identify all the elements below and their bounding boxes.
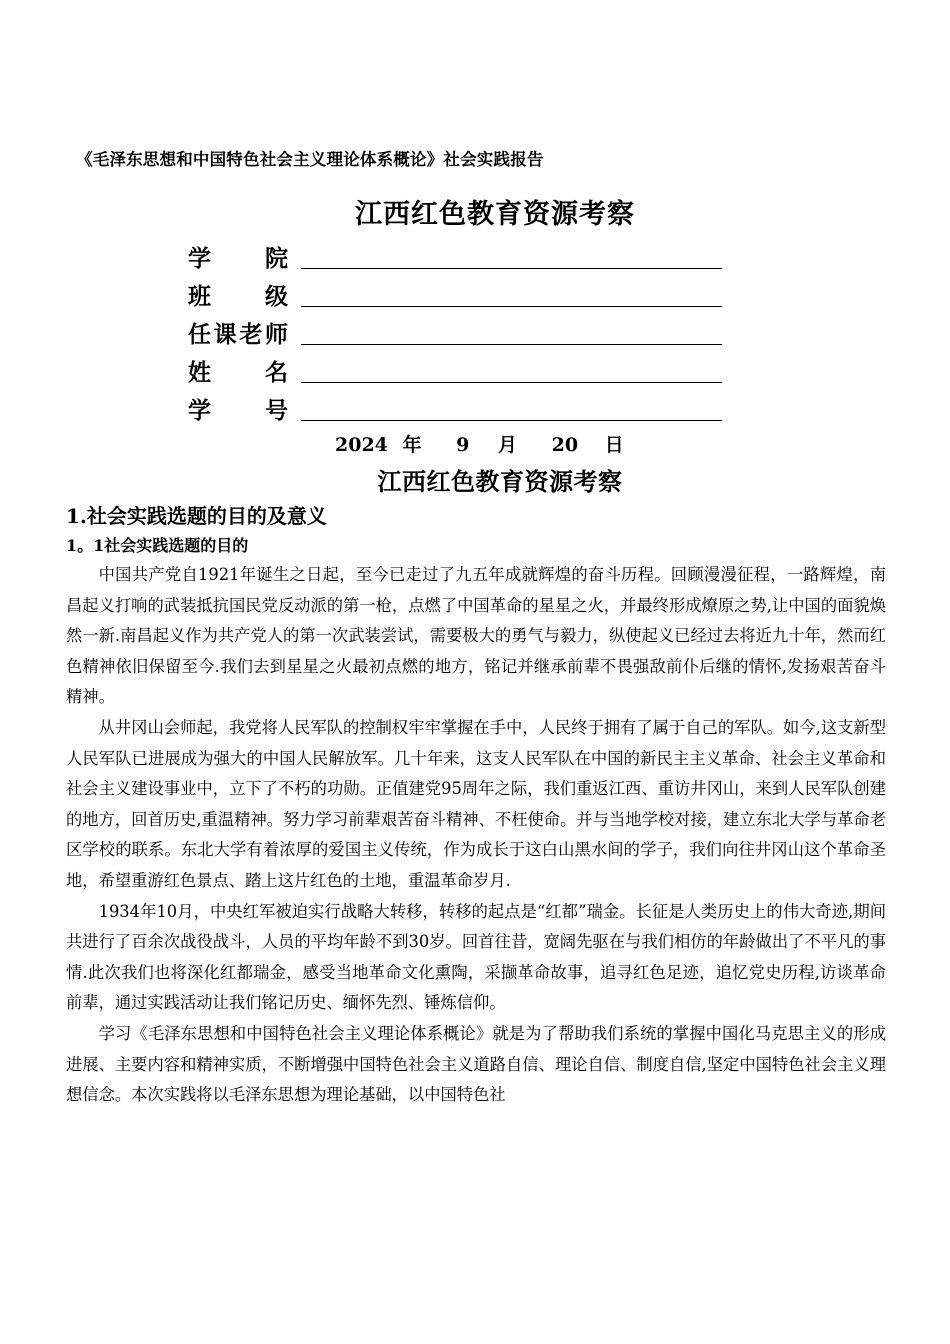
form-row-name — [188, 350, 728, 388]
label-char: 班 — [188, 283, 211, 310]
paragraph: 中国共产党自1921年诞生之日起，至今已走过了九五年成就辉煌的奋斗历程。回顾漫漫征程，一路辉煌，南昌起义打响的武装抵抗国民党反动派的第一枪，点燃了中国革命的星星之火，并最终形成燎原之势,让中国的面貌焕然一新.南昌起义作为共产党人的第一次武装尝试，需要极大的勇气与毅力，纵使起义已经过去将近九十年，然而红色精神依旧保留至今.我们去到星星之火最初点燃的地方，铭记并继承前辈不畏强敌前仆后继的情怀,发扬艰苦奋斗精神。 — [66, 565, 886, 707]
fill-in-line-teacher[interactable] — [301, 344, 722, 345]
fill-in-line-college[interactable] — [301, 268, 722, 269]
form-row-college — [188, 236, 728, 274]
label-char: 老 — [239, 321, 263, 348]
label-char: 号 — [265, 397, 288, 424]
body-text — [66, 560, 886, 1111]
form-label-name — [188, 358, 288, 388]
date-month-unit: 月 — [498, 434, 518, 456]
label-char: 姓 — [188, 359, 211, 386]
fill-in-line-student-id[interactable] — [301, 420, 722, 421]
label-char: 师 — [264, 321, 288, 348]
label-char: 级 — [265, 283, 288, 310]
form-label-college — [188, 244, 288, 274]
form-label-class — [188, 282, 288, 312]
form-row-class — [188, 274, 728, 312]
date-year: 2024 — [335, 434, 388, 456]
report-header: 《毛泽东思想和中国特色社会主义理论体系概论》社会实践报告 — [76, 150, 544, 169]
report-date — [335, 430, 624, 457]
page-title: 江西红色教育资源考察 — [355, 199, 635, 230]
form-row-teacher — [188, 312, 728, 350]
fill-in-line-name[interactable] — [301, 382, 722, 383]
cover-form — [188, 236, 728, 426]
section-heading: 1.社会实践选题的目的及意义 — [66, 504, 327, 528]
label-char: 学 — [188, 245, 211, 272]
form-label-teacher — [188, 320, 288, 350]
subsection-heading: 1。1社会实践选题的目的 — [66, 536, 249, 555]
date-day-unit: 日 — [604, 434, 624, 456]
date-year-unit: 年 — [402, 434, 422, 456]
paragraph: 从井冈山会师起，我党将人民军队的控制权牢牢掌握在手中，人民终于拥有了属于自己的军队。如今,这支新型人民军队已进展成为强大的中国人民解放军。几十年来，这支人民军队在中国的新民主主义革命、社会主义革命和社会主义建设事业中，立下了不朽的功勋。正值建党95周年之际，我们重返江西、重访井冈山，来到人民军队创建的地方，回首历史,重温精神。努力学习前辈艰苦奋斗精神、不枉使命。并与当地学校对接，建立东北大学与革命老区学校的联系。东北大学有着浓厚的爱国主义传统，作为成长于这白山黑水间的学子，我们向往井冈山这个革命圣地，希望重游红色景点、踏上这片红色的土地，重温革命岁月. — [66, 717, 886, 890]
label-char: 任 — [188, 321, 211, 348]
report-subtitle: 江西红色教育资源考察 — [377, 467, 623, 496]
label-char: 名 — [265, 359, 288, 386]
paragraph: 1934年10月，中央红军被迫实行战略大转移，转移的起点是“红都”瑞金。长征是人类历史上的伟大奇迹,期间共进行了百余次战役战斗，人员的平均年龄不到30岁。回首往昔，宽阔先驱在与我们相仿的年龄做出了不平凡的事情.此次我们也将深化红都瑞金，感受当地革命文化熏陶，采撷革命故事，追寻红色足迹，追忆党史历程,访谈革命前辈，通过实践活动让我们铭记历史、缅怀先烈、锤炼信仰。 — [66, 901, 886, 1013]
label-char: 学 — [188, 397, 211, 424]
date-day: 20 — [551, 434, 579, 456]
label-char: 课 — [213, 321, 237, 348]
label-char: 院 — [265, 245, 288, 272]
fill-in-line-class[interactable] — [301, 306, 722, 307]
date-month: 9 — [456, 434, 470, 456]
form-row-student-id — [188, 388, 728, 426]
form-label-student-id — [188, 396, 288, 426]
paragraph: 学习《毛泽东思想和中国特色社会主义理论体系概论》就是为了帮助我们系统的掌握中国化马克思主义的形成进展、主要内容和精神实质，不断增强中国特色社会主义道路自信、理论自信、制度自信,坚定中国特色社会主义理想信念。本次实践将以毛泽东思想为理论基础，以中国特色社 — [66, 1023, 886, 1105]
